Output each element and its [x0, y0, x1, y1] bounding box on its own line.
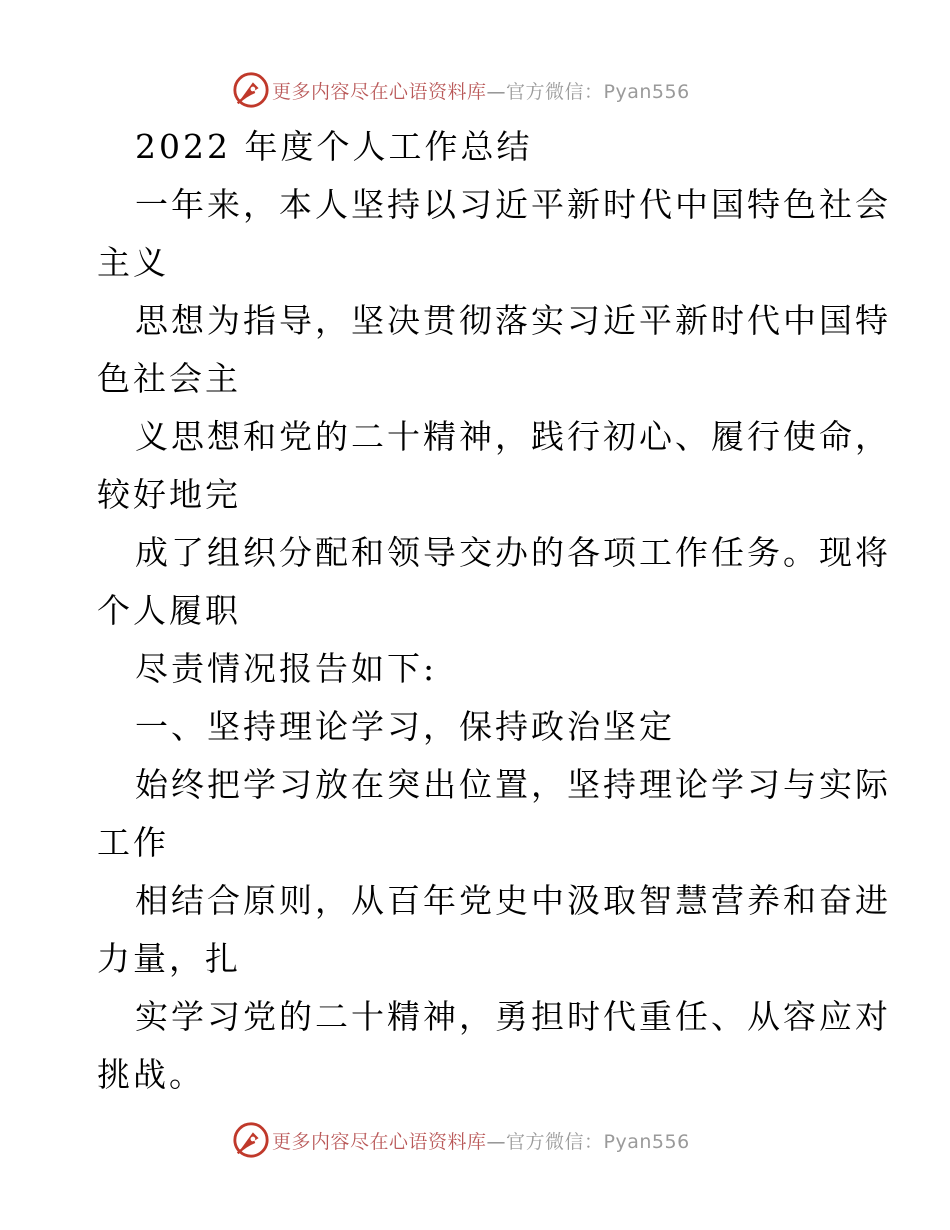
footer-banner: [0, 1118, 950, 1164]
text-line: 个人履职: [97, 591, 241, 630]
banner-text: 更多内容尽在心语资料库—官方微信：Pyan556: [272, 81, 690, 103]
text-line: 相结合原则，从百年党史中汲取智慧营养和奋进: [135, 881, 891, 920]
document-title: 2022 年度个人工作总结: [135, 127, 533, 166]
text-line: 成了组织分配和领导交办的各项工作任务。现将: [135, 533, 891, 572]
text-line: 一年来，本人坚持以习近平新时代中国特色社会: [135, 185, 891, 224]
text-line: 力量，扎: [97, 939, 241, 978]
text-line: 始终把学习放在突出位置，坚持理论学习与实际: [135, 765, 891, 804]
text-line: 挑战。: [97, 1055, 205, 1094]
text-line: 义思想和党的二十精神，践行初心、履行使命，: [135, 417, 891, 456]
section-heading: 一、坚持理论学习，保持政治坚定: [135, 707, 675, 746]
pen-nib-logo-icon: [232, 1121, 270, 1159]
text-line: 尽责情况报告如下:: [135, 649, 438, 688]
header-banner: [0, 68, 950, 114]
text-line: 思想为指导，坚决贯彻落实习近平新时代中国特: [135, 301, 891, 340]
text-line: 实学习党的二十精神，勇担时代重任、从容应对: [135, 997, 891, 1036]
pen-nib-logo-icon: [232, 71, 270, 109]
text-line: 色社会主: [97, 359, 241, 398]
text-line: 较好地完: [97, 475, 241, 514]
text-line: 工作: [97, 823, 169, 862]
text-line: 主义: [97, 243, 169, 282]
banner-text: 更多内容尽在心语资料库—官方微信：Pyan556: [272, 1131, 690, 1153]
